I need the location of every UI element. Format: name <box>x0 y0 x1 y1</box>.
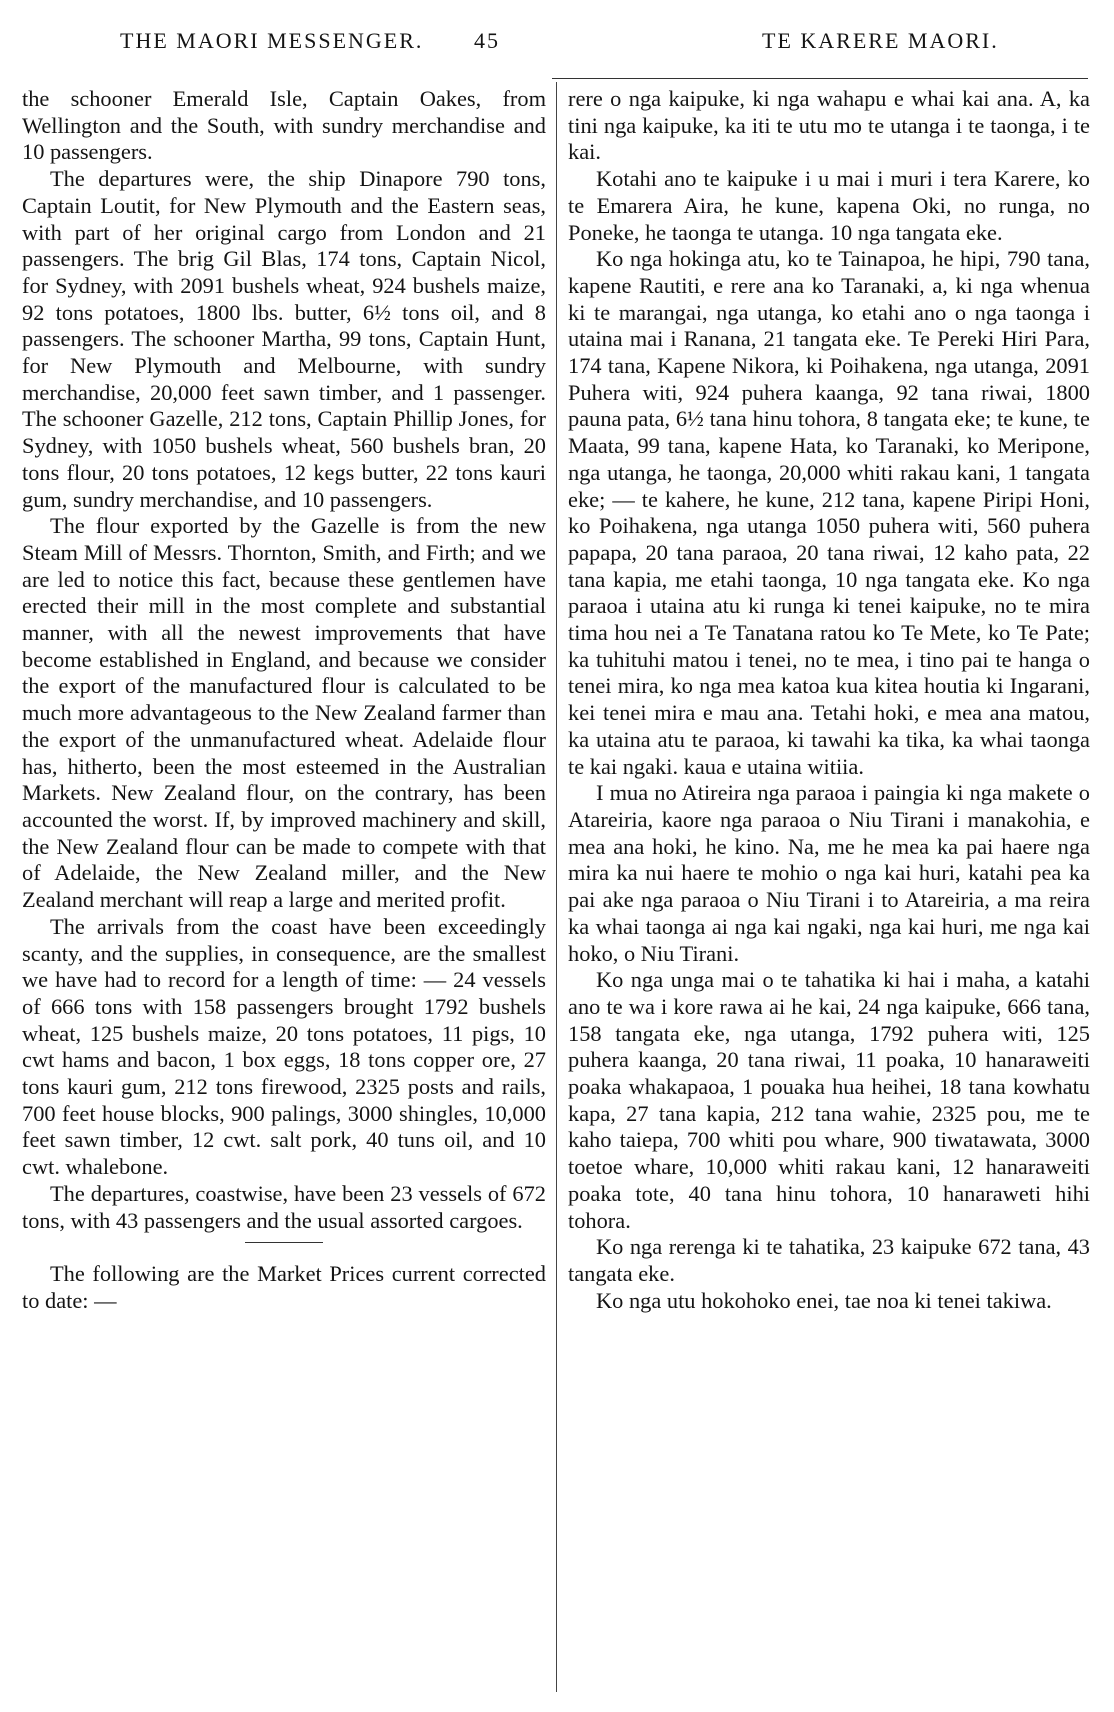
column-divider <box>556 82 557 1692</box>
maori-paragraph: I mua no Atireira nga paraoa i paingia ki nga makete o Atareiria, kaore nga paraoa o Niu Tirani i manakohia, e mea ana hoki, he kino. Na, me he mea ka pai haere nga mira ka nui haere te mohio o nga kai huri, katahi pea ka pai ake nga paraoa o Niu Tirani i to Atareiria, a ma reira ka whai taonga ai nga kai ngaki, nga kai huri, me nga kai hoko, o Niu Tirani. <box>568 780 1090 966</box>
maori-paragraph: Ko nga rerenga ki te tahatika, 23 kaipuke 672 tana, 43 tangata eke. <box>568 1234 1090 1286</box>
running-head <box>22 28 1092 64</box>
english-paragraph: The departures, coastwise, have been 23 vessels of 672 tons, with 43 passengers and the usual assorted cargoes. <box>22 1180 546 1233</box>
english-paragraph: the schooner Emerald Isle, Captain Oakes, from Wellington and the South, with sundry merchandise and 10 passengers. <box>22 86 546 165</box>
maori-column <box>568 86 1090 1314</box>
page-number: 45 <box>474 28 500 53</box>
english-paragraph: The departures were, the ship Dinapore 790 tons, Captain Loutit, for New Plymouth and the Eastern seas, with part of her original cargo from London and 21 passengers. The brig Gil Blas, 174 tons, Captain Nicol, for Sydney, with 2091 bushels wheat, 924 bushels maize, 92 tons potatoes, 1800 lbs. butter, 6½ tons oil, and 8 passengers. The schooner Martha, 99 tons, Captain Hunt, for New Plymouth and Melbourne, with sundry merchandise, 20,000 feet sawn timber, and 1 passenger. The schooner Gazelle, 212 tons, Captain Phillip Jones, for Sydney, with 1050 bushels wheat, 560 bushels bran, 20 tons flour, 20 tons potatoes, 12 kegs butter, 22 tons kauri gum, sundry merchandise, and 10 passengers. <box>22 166 546 512</box>
masthead-maori: TE KARERE MAORI. <box>762 28 999 53</box>
masthead-english: THE MAORI MESSENGER. <box>120 28 424 53</box>
maori-paragraph: Ko nga hokinga atu, ko te Tainapoa, he hipi, 790 tana, kapene Rautiti, e rere ana ko Taranaki, a, ki nga whenua ki te marangai, nga utanga, ko etahi ano o nga taonga i utaina mai i Ranana, 21 tangata eke. Te Pereki Hiri Para, 174 tana, Kapene Nikora, ki Poihakena, nga utanga, 2091 Puhera witi, 924 puhera kaanga, 92 tana riwai, 1800 pauna pata, 6½ tana hinu tohora, 8 tangata eke; te kune, te Maata, 99 tana, kapene Hata, ko Taranaki, ko Meripone, nga utanga, he taonga, 20,000 whiti rakau kani, 1 tangata eke; — te kahere, he kune, 212 tana, kapene Piripi Honi, ko Poihakena, nga utanga 1050 puhera witi, 560 puhera papapa, 20 tana paraoa, 20 tana riwai, 12 kaho pata, 22 tana kapia, me etahi taonga, 10 nga tangata eke. Ko nga paraoa i utaina atu ki runga ki tenei kaipuke, no te mira tima hou nei a Te Tanatana ratou ko Te Mete, ko Te Pate; ka tuhituhi matou i tenei, no te mea, i tino pai te hanga o tenei mira, ko nga mea katoa kua kitea houtia ki Ingarani, kei tenei mira e mau ana. Tetahi hoki, e mea ana matou, ka utaina atu te paraoa, ki tawahi ka tika, ka whai taonga te kai ngaki. kaua e utaina witiia. <box>568 246 1090 779</box>
maori-paragraph: rere o nga kaipuke, ki nga wahapu e whai kai ana. A, ka tini nga kaipuke, ka iti te utu mo te utanga i te taonga, i te kai. <box>568 86 1090 165</box>
maori-paragraph: Ko nga utu hokohoko enei, tae noa ki tenei takiwa. <box>596 1287 1052 1313</box>
english-paragraph: The arrivals from the coast have been exceedingly scanty, and the supplies, in consequence, are the smallest we have had to record for a length of time: — 24 vessels of 666 tons with 158 passengers brought 1792 bushels wheat, 125 bushels maize, 20 tons potatoes, 11 pigs, 10 cwt hams and bacon, 1 box eggs, 18 tons copper ore, 27 tons kauri gum, 212 tons firewood, 2325 posts and rails, 700 feet house blocks, 900 palings, 3000 shingles, 10,000 feet sawn timber, 12 cwt. salt pork, 40 tuns oil, and 10 cwt. whalebone. <box>22 913 546 1180</box>
english-column <box>22 86 546 1315</box>
maori-paragraph: Ko nga unga mai o te tahatika ki hai i maha, a katahi ano te wa i kore rawa ai he kai, 24 nga kaipuke, 666 tana, 158 tangata eke, nga utanga, 1792 puhera witi, 125 puhera kaanga, 20 tana riwai, 11 poaka, 10 hanaraweiti poaka whakapaoa, 1 pouaka hua heihei, 18 tana kowhatu kapa, 27 tana kapia, 212 tana wahie, 2325 pou, me te kaho taiepa, 700 whiti pou whare, 900 tiwatawata, 3000 toetoe whare, 10,000 whiti rakau kani, 12 hanaraweiti poaka tote, 40 tana hinu tohora, 10 hanaraweti hihi tohora. <box>568 967 1090 1233</box>
header-rule <box>552 78 1088 79</box>
section-rule <box>245 1242 323 1243</box>
maori-paragraph: Kotahi ano te kaipuke i u mai i muri i tera Karere, ko te Emarera Aira, he kune, kapena Oki, no runga, no Poneke, he taonga te utanga. 10 nga tangata eke. <box>568 166 1090 245</box>
english-paragraph: The flour exported by the Gazelle is from the new Steam Mill of Messrs. Thornton, Smith, and Firth; and we are led to notice this fact, because these gentlemen have erected their mill in the most complete and substantial manner, with all the newest improvements that have become established in England, and because we consider the export of the manufactured flour is calculated to be much more advantageous to the New Zealand farmer than the export of the unmanufactured wheat. Adelaide flour has, hitherto, been the most esteemed in the Australian Markets. New Zealand flour, on the contrary, has been accounted the worst. If, by improved machinery and skill, the New Zealand flour can be made to compete with that of Adelaide, the New Zealand miller, and the New Zealand merchant will reap a large and merited profit. <box>22 513 546 913</box>
market-prices-intro: The following are the Market Prices current corrected to date: — <box>22 1261 546 1313</box>
